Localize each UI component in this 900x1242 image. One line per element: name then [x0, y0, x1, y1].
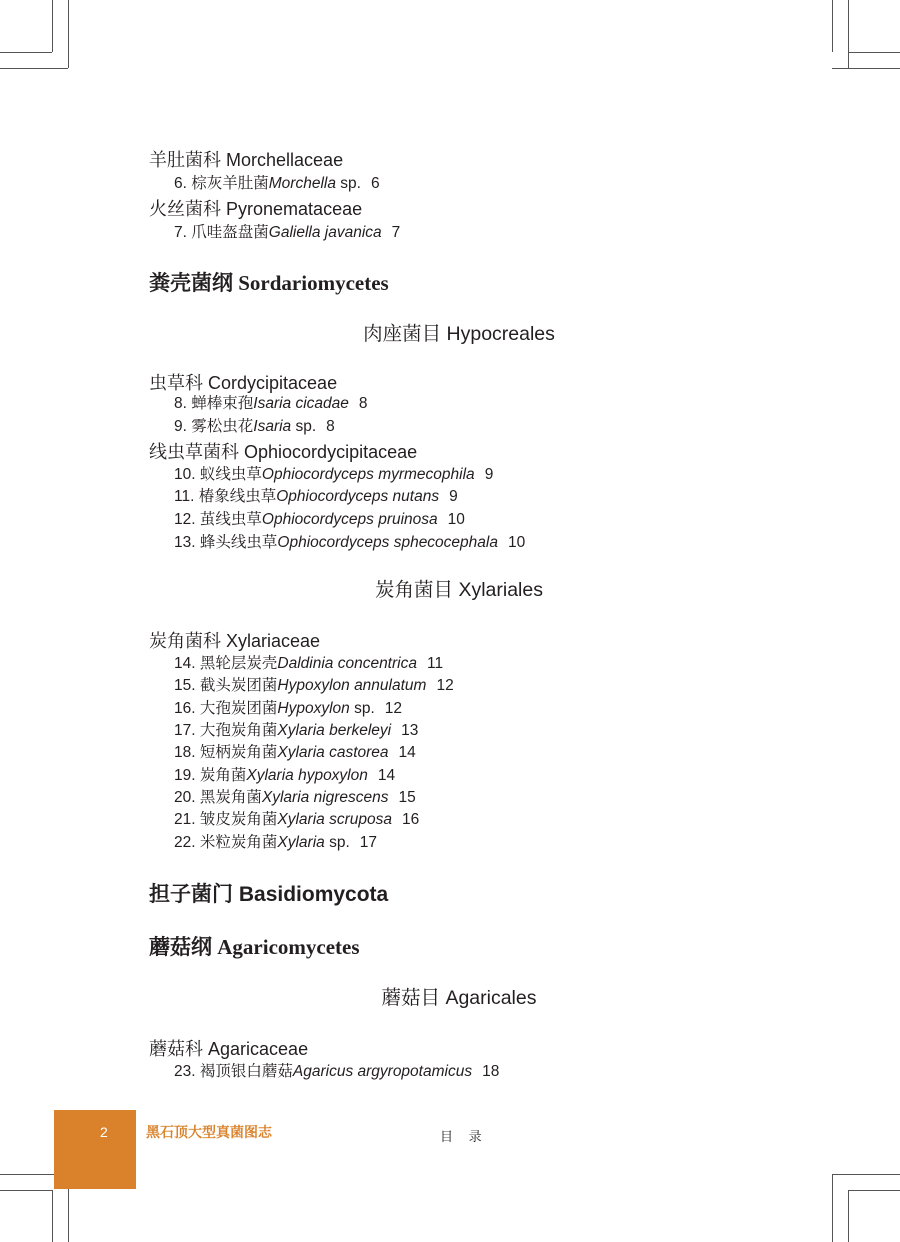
- toc-species: [174, 656, 443, 672]
- species-suffix: sp.: [329, 834, 350, 851]
- page-number: 12: [436, 677, 454, 694]
- crop-mark: [832, 1174, 833, 1242]
- toc-species: [174, 512, 465, 528]
- species-number: 19.: [174, 767, 196, 784]
- species-zh: 炭角菌: [199, 767, 247, 784]
- order-latin: Agaricales: [445, 987, 537, 1009]
- species-latin: Ophiocordyceps nutans: [276, 488, 440, 505]
- family-latin: Pyronemataceae: [226, 199, 363, 219]
- toc-order: [0, 989, 900, 1009]
- species-latin: Hypoxylon annulatum: [277, 677, 427, 694]
- toc-order: [0, 325, 900, 345]
- page-number: 18: [482, 1063, 500, 1080]
- species-zh: 皱皮炭角菌: [199, 811, 278, 828]
- species-zh: 截头炭团菌: [199, 677, 278, 694]
- toc-family: [149, 1040, 308, 1058]
- species-zh: 爪哇盔盘菌: [191, 224, 269, 241]
- crop-mark: [0, 68, 68, 69]
- species-latin: Xylaria castorea: [277, 744, 389, 761]
- page-number: 14: [398, 744, 416, 761]
- species-number: 13.: [174, 534, 196, 551]
- crop-mark: [848, 52, 900, 53]
- toc-family: [149, 151, 343, 169]
- species-latin: Ophiocordyceps pruinosa: [261, 511, 438, 528]
- species-zh: 雾松虫花: [191, 418, 254, 435]
- toc-order: [0, 581, 900, 601]
- toc-species: [174, 535, 525, 551]
- page-number: 9: [449, 488, 458, 505]
- species-zh: 蚁线虫草: [199, 466, 262, 483]
- order-zh: 肉座菌目: [363, 323, 442, 345]
- family-zh: 火丝菌科: [149, 199, 221, 219]
- species-number: 6.: [174, 175, 187, 192]
- toc-class: [149, 937, 360, 958]
- toc-species: [174, 678, 454, 694]
- toc-family: [149, 374, 337, 392]
- phylum-zh: 担子菌门: [149, 883, 233, 906]
- crop-mark: [832, 1174, 900, 1175]
- family-latin: Agaricaceae: [208, 1039, 309, 1059]
- species-latin: Isaria: [253, 418, 292, 435]
- species-number: 10.: [174, 466, 196, 483]
- species-suffix: sp.: [295, 418, 317, 435]
- species-zh: 黑炭角菌: [199, 789, 262, 806]
- order-zh: 蘑菇目: [381, 987, 441, 1009]
- page-number-tab: [54, 1110, 136, 1189]
- species-latin: Xylaria: [277, 834, 325, 851]
- species-latin: Xylaria berkeleyi: [277, 722, 392, 739]
- toc-species: [174, 489, 458, 505]
- species-zh: 大孢炭角菌: [199, 722, 278, 739]
- family-zh: 虫草科: [149, 373, 203, 393]
- crop-mark: [52, 1190, 53, 1242]
- order-latin: Xylariales: [458, 579, 543, 601]
- species-zh: 蜂头线虫草: [199, 534, 278, 551]
- toc-species: [174, 835, 377, 851]
- order-latin: Hypocreales: [446, 323, 555, 345]
- species-zh: 米粒炭角菌: [199, 834, 278, 851]
- species-number: 8.: [174, 395, 187, 412]
- species-number: 22.: [174, 834, 196, 851]
- crop-mark: [832, 68, 900, 69]
- species-number: 15.: [174, 677, 196, 694]
- species-number: 18.: [174, 744, 196, 761]
- species-number: 9.: [174, 418, 187, 435]
- species-suffix: sp.: [354, 700, 375, 717]
- family-latin: Morchellaceae: [226, 150, 344, 170]
- toc-class: [149, 273, 389, 294]
- page-number: 9: [484, 466, 494, 483]
- page-number: 13: [401, 722, 419, 739]
- page-number: 17: [359, 834, 378, 851]
- species-number: 11.: [174, 488, 195, 505]
- page-number: 15: [398, 789, 416, 806]
- species-latin: Agaricus argyropotamicus: [292, 1063, 473, 1080]
- page-number: 10: [507, 534, 526, 551]
- page-number: 7: [391, 224, 401, 241]
- species-zh: 棕灰羊肚菌: [191, 175, 269, 192]
- species-zh: 褐顶银白蘑菇: [199, 1063, 293, 1080]
- species-latin: Ophiocordyceps sphecocephala: [277, 534, 498, 551]
- crop-mark: [848, 1190, 849, 1242]
- species-latin: Xylaria scruposa: [277, 811, 392, 828]
- crop-mark: [52, 0, 53, 52]
- footer-book-title: 黑石顶大型真菌图志: [146, 1126, 272, 1141]
- species-latin: Ophiocordyceps myrmecophila: [261, 466, 475, 483]
- page-number: 8: [326, 418, 335, 435]
- page-number: 10: [447, 511, 465, 528]
- species-number: 20.: [174, 789, 196, 806]
- toc-family: [149, 632, 320, 650]
- toc-species: [174, 225, 400, 241]
- species-zh: 茧线虫草: [199, 511, 262, 528]
- toc-phylum: [149, 884, 388, 905]
- species-latin: Xylaria nigrescens: [261, 789, 389, 806]
- species-latin: Morchella: [268, 175, 336, 192]
- page-number: 14: [377, 767, 396, 784]
- species-number: 16.: [174, 700, 196, 717]
- crop-mark: [68, 0, 69, 68]
- toc-species: [174, 419, 335, 435]
- species-number: 14.: [174, 655, 196, 672]
- family-latin: Cordycipitaceae: [208, 373, 338, 393]
- species-number: 12.: [174, 511, 196, 528]
- page-number: 12: [384, 700, 403, 717]
- species-zh: 黑轮层炭壳: [199, 655, 278, 672]
- toc-family: [149, 443, 417, 461]
- order-zh: 炭角菌目: [375, 579, 454, 601]
- toc-species: [174, 768, 395, 784]
- species-latin: Galiella javanica: [268, 224, 382, 241]
- family-zh: 炭角菌科: [149, 631, 221, 651]
- footer-page-number: 2: [100, 1124, 108, 1140]
- page-number: 16: [401, 811, 420, 828]
- species-number: 21.: [174, 811, 196, 828]
- species-zh: 短柄炭角菌: [199, 744, 278, 761]
- toc-species: [174, 745, 416, 761]
- toc-species: [174, 701, 402, 717]
- family-zh: 线虫草菌科: [149, 442, 239, 462]
- species-latin: Hypoxylon: [277, 700, 350, 717]
- species-latin: Isaria cicadae: [253, 395, 349, 412]
- toc-species: [174, 396, 368, 412]
- family-zh: 羊肚菌科: [149, 150, 221, 170]
- species-zh: 椿象线虫草: [198, 488, 277, 505]
- class-latin: Agaricomycetes: [217, 935, 360, 959]
- toc-species: [174, 790, 416, 806]
- crop-mark: [0, 52, 52, 53]
- class-zh: 粪壳菌纲: [149, 271, 233, 295]
- toc-species: [174, 723, 418, 739]
- species-latin: Xylaria hypoxylon: [246, 767, 368, 784]
- class-latin: Sordariomycetes: [238, 271, 389, 295]
- family-zh: 蘑菇科: [149, 1039, 203, 1059]
- phylum-latin: Basidiomycota: [238, 883, 389, 906]
- species-zh: 蝉棒束孢: [191, 395, 254, 412]
- species-number: 17.: [174, 722, 196, 739]
- toc-species: [174, 176, 380, 192]
- toc-species: [174, 467, 493, 483]
- species-number: 7.: [174, 224, 187, 241]
- toc-family: [149, 200, 362, 218]
- crop-mark: [832, 0, 833, 52]
- footer-section-title: 目 录: [440, 1129, 488, 1144]
- class-zh: 蘑菇纲: [149, 935, 212, 959]
- family-latin: Ophiocordycipitaceae: [244, 442, 418, 462]
- family-latin: Xylariaceae: [226, 631, 321, 651]
- species-number: 23.: [174, 1063, 196, 1080]
- crop-mark: [0, 1190, 52, 1191]
- species-suffix: sp.: [340, 175, 361, 192]
- page-number: 6: [370, 175, 380, 192]
- species-latin: Daldinia concentrica: [277, 655, 417, 672]
- crop-mark: [848, 1190, 900, 1191]
- toc-species: [174, 1064, 499, 1080]
- crop-mark: [848, 0, 849, 68]
- page-number: 11: [426, 655, 444, 672]
- species-zh: 大孢炭团菌: [199, 700, 278, 717]
- toc-species: [174, 812, 419, 828]
- page-number: 8: [358, 395, 368, 412]
